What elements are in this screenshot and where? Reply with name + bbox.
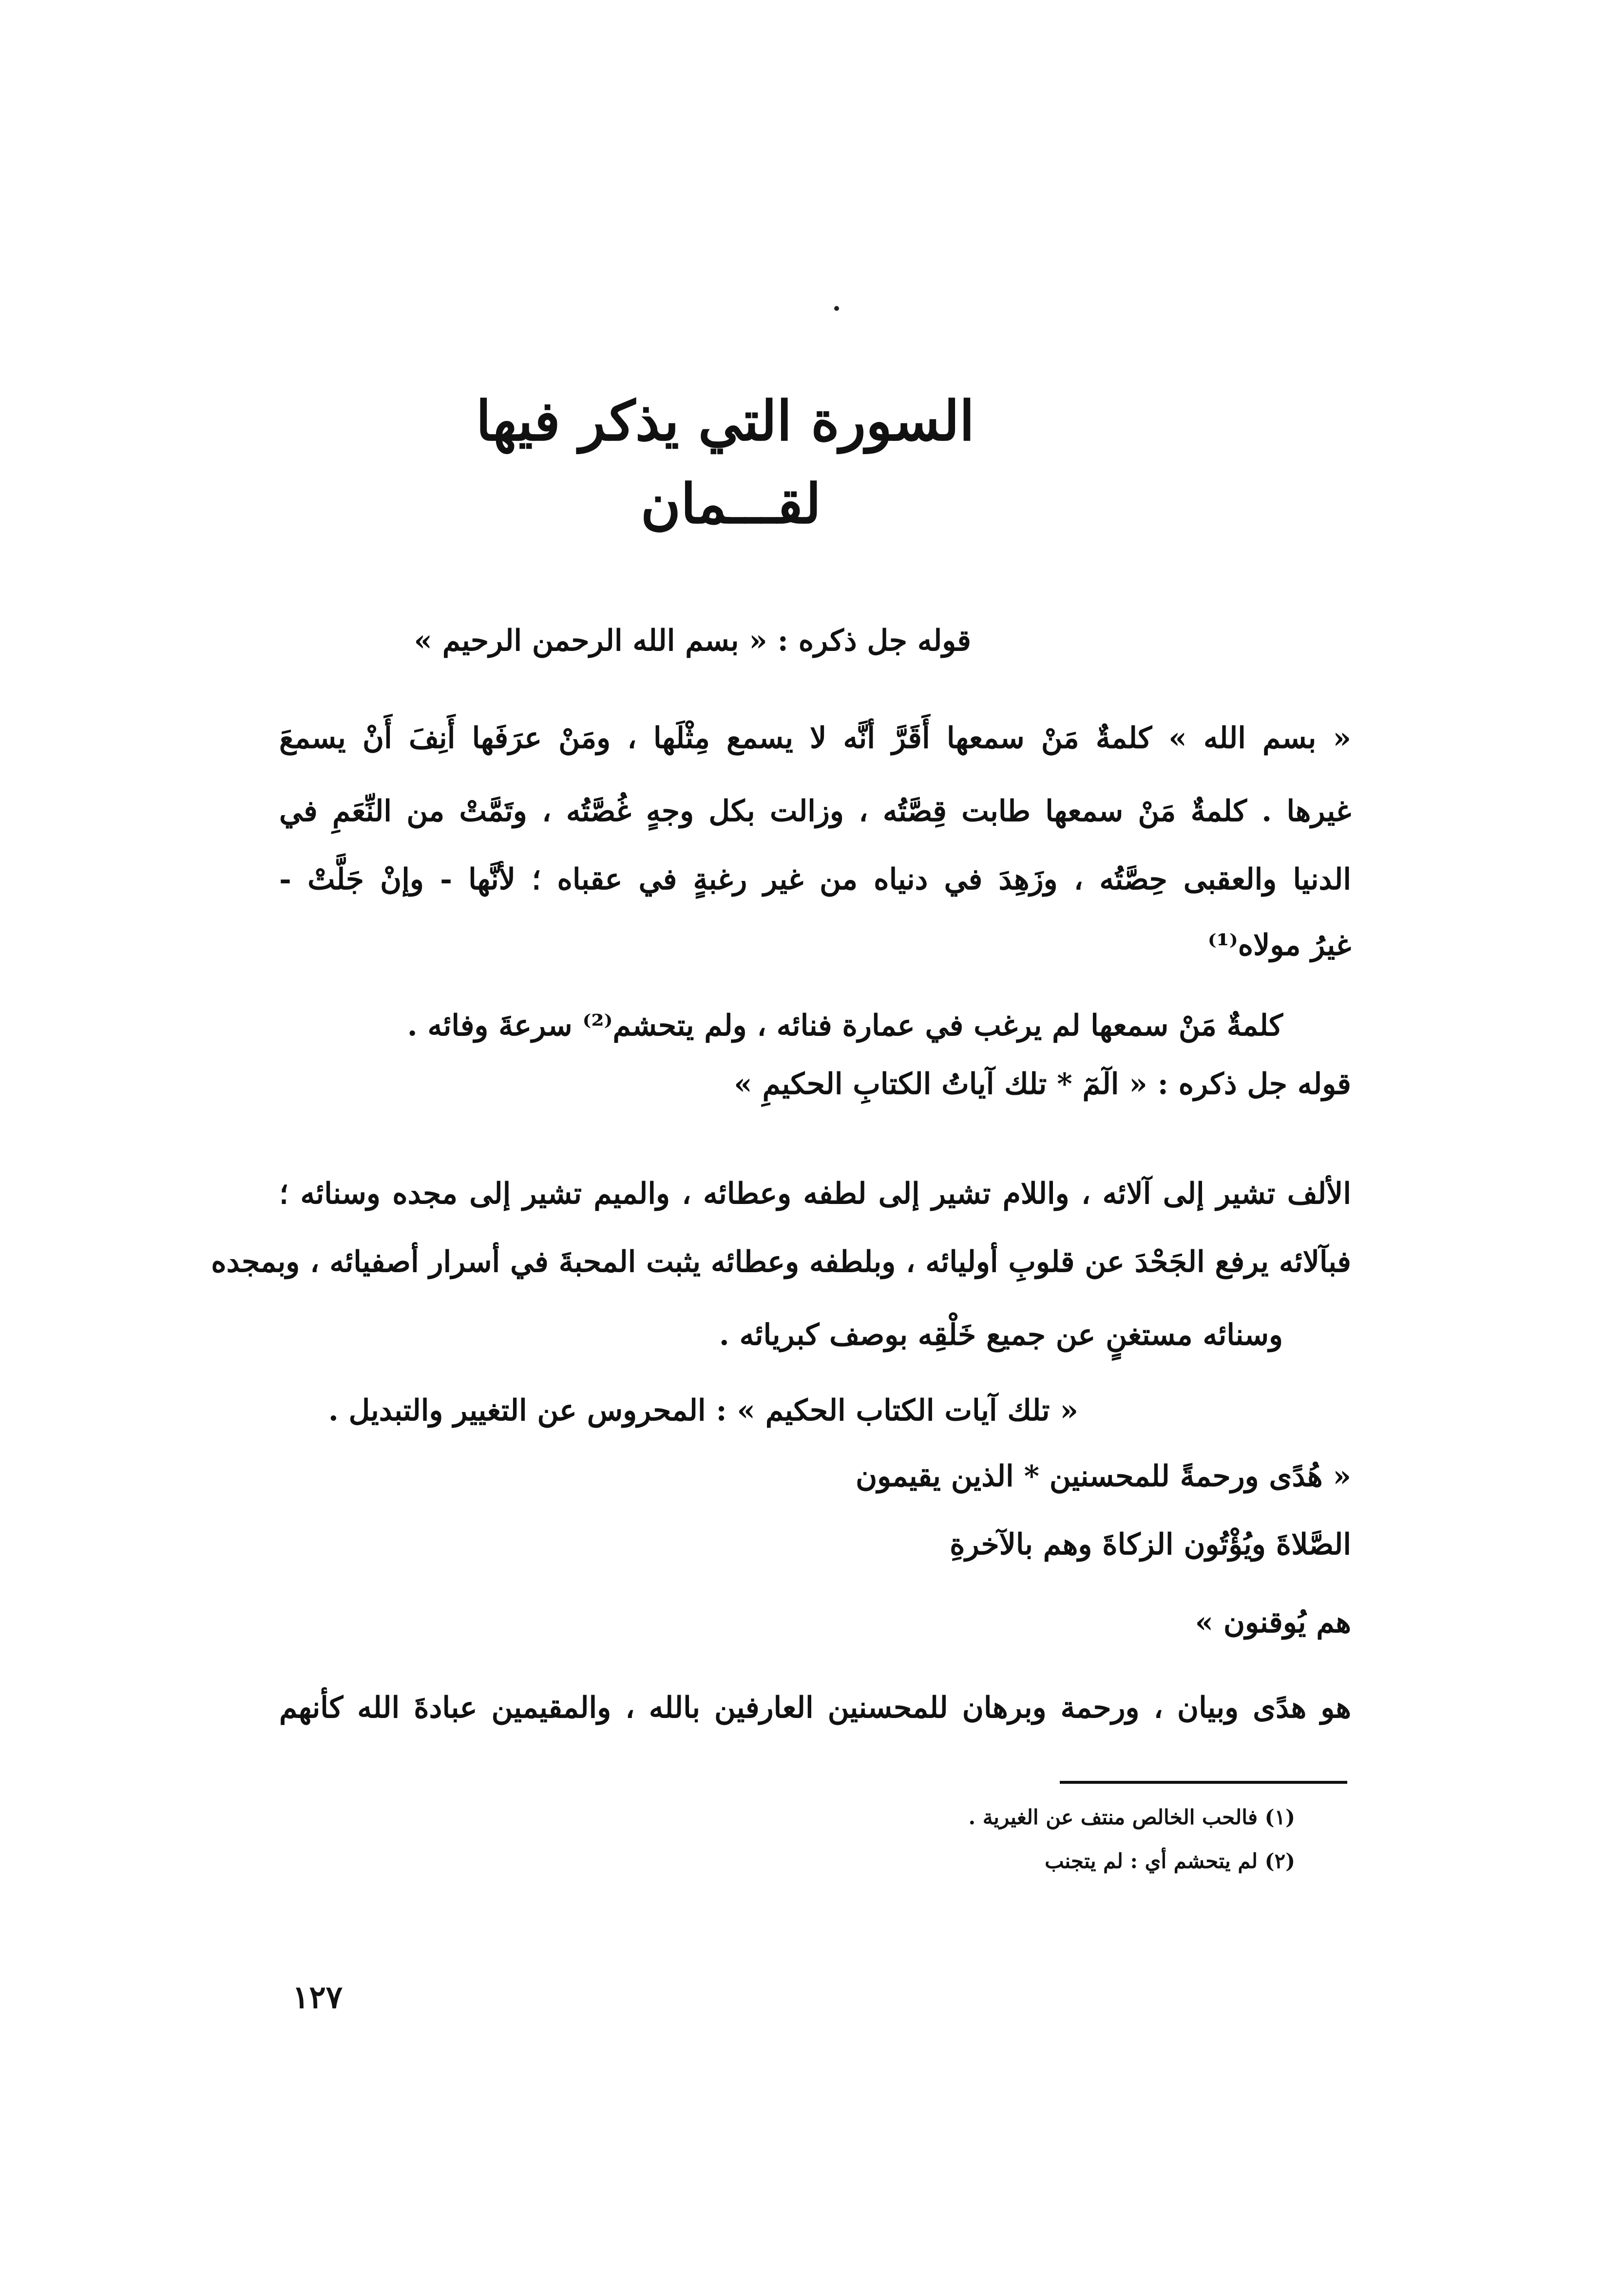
body-line-7: قوله جل ذكره : « الٓمٓ * تلك آياتُ الكتابِ الحكيمِ » [734,1067,1351,1101]
footnote-separator [1060,1781,1347,1784]
body-line-11: « تلك آيات الكتاب الحكيم » : المحروس عن التغيير والتبديل . [328,1394,1078,1428]
body-line-5: غيرُ مولاه⁽¹⁾ [1207,928,1351,962]
footnote-1: (١) فالحب الخالص منتف عن الغيرية . [968,1805,1295,1829]
page-number: ١٢٧ [292,1979,343,2016]
body-line-13: الصَّلاةَ ويُؤْتُون الزكاةَ وهم بالآخرةِ [950,1527,1351,1562]
body-line-1: قوله جل ذكره : « بسم الله الرحمن الرحيم » [414,624,971,658]
body-line-10: وسنائه مستغنٍ عن جميع خَلْقِه بوصف كبريائه . [719,1318,1283,1352]
body-line-12: « هُدًى ورحمةً للمحسنين * الذين يقيمون [856,1459,1351,1493]
surah-heading-line-2: لقـــمان [640,472,822,536]
body-line-14: هم يُوقنون » [1195,1605,1351,1640]
body-line-4: الدنيا والعقبى حِصَّتُه ، وزَهِدَ في دنياه من غير رغبةٍ في عقباه ؛ لأنَّها - وإنْ جَلَّتْ - [279,862,1351,897]
stray-dot [834,306,839,311]
body-line-6: كلمةٌ مَنْ سمعها لم يرغب في عمارة فنائه ، ولم يتحشم⁽²⁾ سرعةَ وفائه . [407,1009,1283,1043]
body-line-2: « بسم الله » كلمةٌ مَنْ سمعها أَقَرَّ أنَّه لا يسمع مِثْلَها ، ومَنْ عرَفَها أَنِفَ أَنْ يسمعَ [279,721,1351,755]
surah-heading-line-1: السورة التي يذكر فيها [476,389,974,453]
body-line-15: هو هدًى وبيان ، ورحمة وبرهان للمحسنين العارفين بالله ، والمقيمين عبادةَ الله كأنهم [279,1691,1351,1725]
body-line-8: الألف تشير إلى آلائه ، واللام تشير إلى لطفه وعطائه ، والميم تشير إلى مجده وسنائه ؛ [279,1177,1351,1211]
body-line-9: فبآلائه يرفع الجَحْدَ عن قلوبِ أوليائه ، وبلطفه وعطائه يثبت المحبةَ في أسرار أصفيائه ، وبمجده [211,1245,1351,1279]
footnote-2: (٢) لم يتحشم أي : لم يتجنب [1045,1849,1295,1873]
body-line-3: غيرها . كلمةٌ مَنْ سمعها طابت قِصَّتُه ، وزالت بكل وجهٍ غُصَّتُه ، وتَمَّتْ من النِّعَمِ في [279,794,1351,828]
